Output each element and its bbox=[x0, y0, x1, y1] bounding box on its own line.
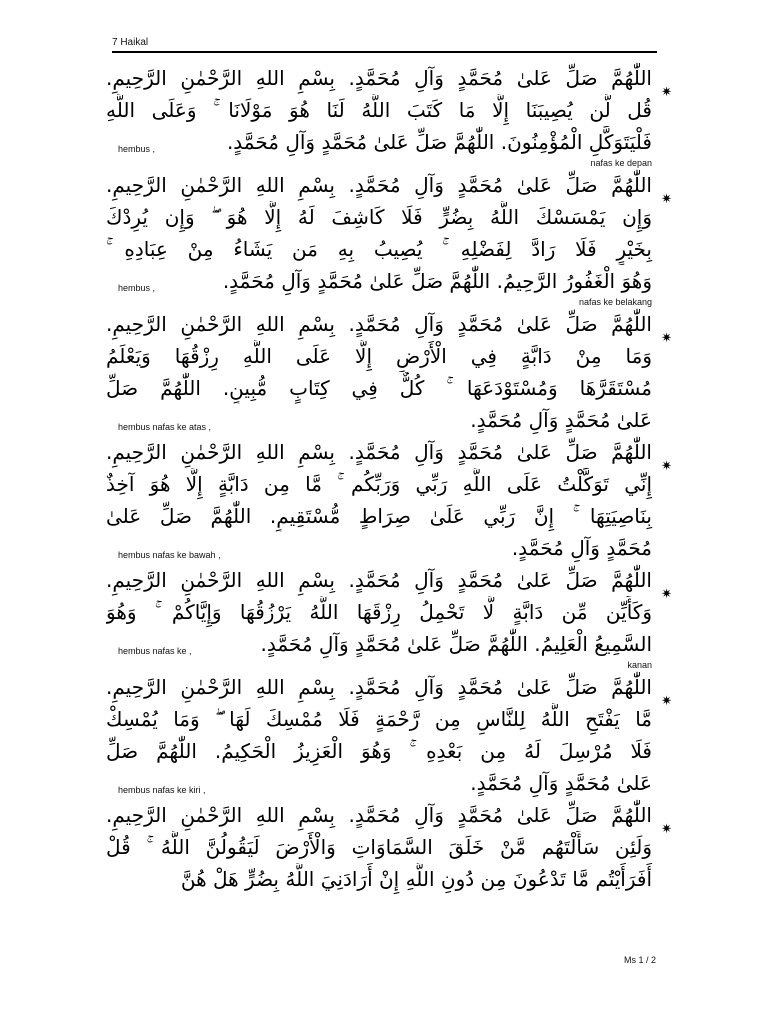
arabic-text-line: اللّٰهُمَّ صَلِّ عَلىٰ مُحَمَّدٍ وَآلِ مُحَمَّدٍ. بِسْمِ اللهِ الرَّحْمٰنِ الرَّحِيمِ. bbox=[106, 173, 652, 197]
document-body bbox=[106, 62, 672, 895]
star-bullet-icon: ✷ bbox=[661, 85, 672, 100]
breathing-instruction-continued: kanan bbox=[627, 660, 652, 670]
arabic-text-line: وَإِن يَمْسَسْكَ اللَّهُ بِضُرٍّ فَلَا كَاشِفَ لَهُ إِلَّا هُوَ ۖ وَإِن يُرِدْكَ bbox=[106, 205, 652, 229]
arabic-text-line: اللّٰهُمَّ صَلِّ عَلىٰ مُحَمَّدٍ وَآلِ مُحَمَّدٍ. بِسْمِ اللهِ الرَّحْمٰنِ الرَّحِيمِ. bbox=[106, 803, 652, 827]
breathing-instruction: hembus nafas ke bawah , bbox=[118, 550, 221, 560]
breathing-instruction: hembus nafas ke atas , bbox=[118, 422, 212, 432]
star-bullet-icon: ✷ bbox=[661, 192, 672, 207]
breathing-instruction: hembus nafas ke kiri , bbox=[118, 785, 206, 795]
star-bullet-icon: ✷ bbox=[661, 822, 672, 837]
arabic-text-line: بِخَيْرٍ فَلَا رَادَّ لِفَضْلِهِ ۚ يُصِيبُ بِهِ مَن يَشَاءُ مِنْ عِبَادِهِ ۚ bbox=[106, 237, 652, 261]
breathing-instruction: hembus , bbox=[118, 283, 156, 293]
arabic-text-line: السَّمِيعُ الْعَلِيمُ. اللّٰهُمَّ صَلِّ عَلىٰ مُحَمَّدٍ وَآلِ مُحَمَّدٍ. bbox=[260, 632, 652, 656]
verse-section bbox=[106, 671, 672, 799]
arabic-text-line: اللّٰهُمَّ صَلِّ عَلىٰ مُحَمَّدٍ وَآلِ مُحَمَّدٍ. بِسْمِ اللهِ الرَّحْمٰنِ الرَّحِيمِ. bbox=[106, 568, 652, 592]
arabic-text-line: وَمَا مِنْ دَابَّةٍ فِي الْأَرْضِ إِلَّا عَلَى اللَّهِ رِزْقُهَا وَيَعْلَمُ bbox=[106, 344, 652, 368]
verse-section bbox=[106, 308, 672, 436]
arabic-text-line: أَفَرَأَيْتُم مَّا تَدْعُونَ مِن دُونِ اللَّهِ إِنْ أَرَادَنِيَ اللَّهُ بِضُرٍّ هَلْ هُنَّ bbox=[180, 867, 652, 891]
arabic-text-line: فَلَا مُرْسِلَ لَهُ مِن بَعْدِهِ ۚ وَهُوَ الْعَزِيزُ الْحَكِيمُ. اللّٰهُمَّ صَلِّ bbox=[106, 739, 652, 763]
star-bullet-icon: ✷ bbox=[661, 587, 672, 602]
header-divider bbox=[112, 51, 657, 53]
arabic-text-line: قُل لَّن يُصِيبَنَا إِلَّا مَا كَتَبَ اللَّهُ لَنَا هُوَ مَوْلَانَا ۚ وَعَلَى اللَّهِ bbox=[106, 98, 652, 122]
arabic-text-line: اللّٰهُمَّ صَلِّ عَلىٰ مُحَمَّدٍ وَآلِ مُحَمَّدٍ. بِسْمِ اللهِ الرَّحْمٰنِ الرَّحِيمِ. bbox=[106, 66, 652, 90]
arabic-text-line: وَلَئِن سَأَلْتَهُم مَّنْ خَلَقَ السَّمَاوَاتِ وَالْأَرْضَ لَيَقُولُنَّ اللَّهُ ۚ قُلْ bbox=[106, 835, 652, 859]
page-number: Ms 1 / 2 bbox=[623, 955, 656, 965]
page-header-title: 7 Haikal bbox=[112, 37, 149, 48]
arabic-text-line: إِنِّي تَوَكَّلْتُ عَلَى اللَّهِ رَبِّي وَرَبِّكُم ۚ مَّا مِن دَابَّةٍ إِلَّا هُوَ آخِذٌ bbox=[106, 472, 652, 496]
arabic-text-line: اللّٰهُمَّ صَلِّ عَلىٰ مُحَمَّدٍ وَآلِ مُحَمَّدٍ. بِسْمِ اللهِ الرَّحْمٰنِ الرَّحِيمِ. bbox=[106, 440, 652, 464]
arabic-text-line: فَلْيَتَوَكَّلِ الْمُؤْمِنُونَ. اللّٰهُمَّ صَلِّ عَلىٰ مُحَمَّدٍ وَآلِ مُحَمَّدٍ. bbox=[226, 130, 652, 154]
breathing-instruction: hembus , bbox=[118, 144, 156, 154]
verse-section bbox=[106, 169, 672, 308]
arabic-text-line: مُحَمَّدٍ وَآلِ مُحَمَّدٍ. bbox=[511, 536, 652, 560]
verse-section bbox=[106, 62, 672, 169]
verse-section bbox=[106, 564, 672, 671]
verse-section bbox=[106, 436, 672, 564]
arabic-text-line: بِنَاصِيَتِهَا ۚ إِنَّ رَبِّي عَلَىٰ صِرَاطٍ مُّسْتَقِيمٍ. اللّٰهُمَّ صَلِّ عَلىٰ bbox=[106, 504, 652, 528]
arabic-text-line: وَهُوَ الْغَفُورُ الرَّحِيمُ. اللّٰهُمَّ صَلِّ عَلىٰ مُحَمَّدٍ وَآلِ مُحَمَّدٍ. bbox=[222, 269, 652, 293]
star-bullet-icon: ✷ bbox=[661, 331, 672, 346]
arabic-text-line: مُسْتَقَرَّهَا وَمُسْتَوْدَعَهَا ۚ كُلٌّ فِي كِتَابٍ مُّبِينٍ. اللّٰهُمَّ صَلِّ bbox=[106, 376, 652, 400]
star-bullet-icon: ✷ bbox=[661, 694, 672, 709]
arabic-text-line: وَكَأَيِّن مِّن دَابَّةٍ لَّا تَحْمِلُ رِزْقَهَا اللَّهُ يَرْزُقُهَا وَإِيَّاكُمْ ۚ وَهُوَ bbox=[106, 600, 652, 624]
arabic-text-line: مَّا يَفْتَحِ اللَّهُ لِلنَّاسِ مِن رَّحْمَةٍ فَلَا مُمْسِكَ لَهَا ۖ وَمَا يُمْسِكْ bbox=[106, 707, 652, 731]
arabic-text-line: عَلىٰ مُحَمَّدٍ وَآلِ مُحَمَّدٍ. bbox=[470, 408, 652, 432]
breathing-instruction-continued: nafas ke depan bbox=[590, 158, 652, 168]
breathing-instruction: hembus nafas ke , bbox=[118, 646, 192, 656]
verse-section bbox=[106, 799, 672, 895]
star-bullet-icon: ✷ bbox=[661, 459, 672, 474]
arabic-text-line: عَلىٰ مُحَمَّدٍ وَآلِ مُحَمَّدٍ. bbox=[470, 771, 652, 795]
arabic-text-line: اللّٰهُمَّ صَلِّ عَلىٰ مُحَمَّدٍ وَآلِ مُحَمَّدٍ. بِسْمِ اللهِ الرَّحْمٰنِ الرَّحِيمِ. bbox=[106, 312, 652, 336]
breathing-instruction-continued: nafas ke belakang bbox=[578, 297, 652, 307]
arabic-text-line: اللّٰهُمَّ صَلِّ عَلىٰ مُحَمَّدٍ وَآلِ مُحَمَّدٍ. بِسْمِ اللهِ الرَّحْمٰنِ الرَّحِيمِ. bbox=[106, 675, 652, 699]
